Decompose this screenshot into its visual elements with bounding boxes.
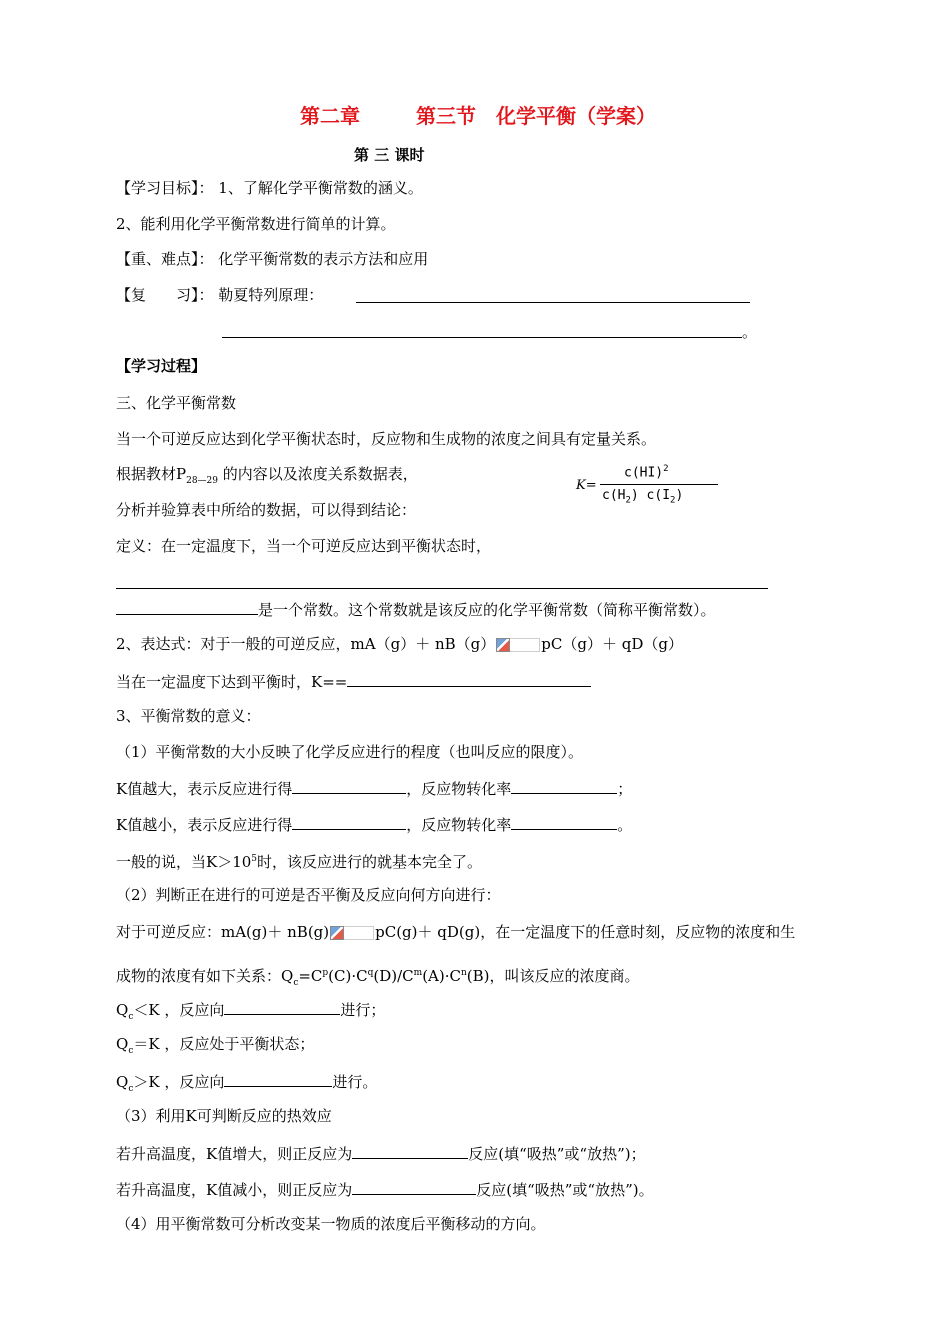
- intro-text: 当一个可逆反应达到化学平衡状态时，反应物和生成物的浓度之间具有定量关系。: [116, 430, 657, 448]
- k-small-blank-2[interactable]: [511, 813, 617, 830]
- k-small-end: 。: [617, 816, 633, 834]
- heat1-blank[interactable]: [352, 1142, 468, 1159]
- document-title: [300, 100, 656, 129]
- qc-mid2: (D)/C: [373, 967, 414, 985]
- q-sub-1: c: [128, 1012, 134, 1022]
- textbook-pages: 28—29: [186, 476, 218, 486]
- review-text: 勒夏特列原理：: [218, 286, 324, 304]
- den-part-c: ): [675, 488, 684, 503]
- concentration-quotient-line: [116, 963, 640, 993]
- keypoints-line: [116, 249, 428, 269]
- k-large-end: ；: [617, 780, 633, 798]
- fraction-bar: [600, 484, 718, 485]
- broken-image-icon-2: [330, 926, 344, 940]
- formula-k: K=: [576, 478, 597, 493]
- heat2-text-a: 若升高温度，K值减小，则正反应为: [116, 1181, 353, 1199]
- qc-mid3: (A)·C: [422, 967, 461, 985]
- k-expression-line: [116, 670, 591, 692]
- review-label: 【复 习】：: [116, 286, 214, 304]
- qc-equal-text: ＝K ，反应处于平衡状态；: [133, 1035, 315, 1053]
- qc-greater-blank[interactable]: [224, 1070, 332, 1087]
- q-sub-3: c: [128, 1084, 134, 1094]
- textbook-line: [116, 464, 418, 491]
- k-small-text-b: ，反应物转化率: [406, 816, 512, 834]
- review-blank-2[interactable]: [222, 337, 742, 338]
- q-sub-2: c: [128, 1046, 134, 1056]
- lesson-subtitle: 第 三 课时: [354, 146, 425, 164]
- definition-end: 是一个常数。这个常数就是该反应的化学平衡常数（简称平衡常数）。: [258, 601, 716, 619]
- k-expression-blank[interactable]: [347, 670, 591, 687]
- objective-1: 1、了解化学平衡常数的涵义。: [213, 179, 423, 197]
- reversible-arrow-icon: [496, 638, 540, 652]
- k-large-line: [116, 777, 632, 799]
- reaction-right: pC(g)＋ qD(g)，在一定温度下的任意时刻，反应物的浓度和生: [375, 923, 796, 941]
- title-chapter: 第二章: [300, 104, 360, 128]
- qc-text: 成物的浓度有如下关系：Q: [116, 967, 294, 985]
- formula-denominator: [602, 488, 683, 506]
- qc-sub: c: [293, 978, 299, 988]
- definition-blank-2[interactable]: [116, 598, 258, 615]
- q-letter-2: Q: [116, 1035, 129, 1053]
- reversible-reaction-line: [116, 922, 795, 942]
- qc-eq: =C: [298, 967, 323, 985]
- qc-less-line: [116, 998, 385, 1027]
- k-small-line: [116, 813, 632, 835]
- k-line-text: 当在一定温度下达到平衡时，K==: [116, 673, 348, 691]
- numerator-exponent: 2: [663, 464, 669, 474]
- reversible-arrow-icon-2: [330, 926, 374, 940]
- den-sub-2: 2: [670, 495, 676, 506]
- numerator-text: c(HI): [624, 465, 664, 481]
- broken-image-icon: [496, 638, 510, 652]
- heat1-text-a: 若升高温度，K值增大，则正反应为: [116, 1145, 353, 1163]
- definition-line-2: [116, 598, 716, 620]
- heat2-text-b: 反应(填“吸热”或“放热”)。: [476, 1181, 654, 1199]
- objectives-label: 【学习目标】：: [116, 179, 214, 197]
- qc-m: m: [413, 968, 423, 978]
- k-small-text-a: K值越小，表示反应进行得: [116, 816, 293, 834]
- meaning-point-3: （3）利用K可判断反应的热效应: [116, 1107, 332, 1125]
- qc-p: p: [322, 968, 329, 978]
- heat-effect-line-2: [116, 1178, 654, 1200]
- k-small-blank-1[interactable]: [292, 813, 406, 830]
- qc-q: q: [367, 968, 374, 978]
- review-blank-1[interactable]: [356, 302, 750, 303]
- definition-blank-1[interactable]: [116, 588, 768, 589]
- completion-exponent: 5: [251, 854, 258, 864]
- title-section: 第三节: [416, 104, 476, 128]
- qc-mid1: (C)·C: [328, 967, 368, 985]
- heat-effect-line-1: [116, 1142, 646, 1164]
- den-sub-1: 2: [625, 495, 631, 506]
- den-part-a: c(H: [602, 488, 626, 503]
- reaction-left: 对于可逆反应：mA(g)＋ nB(g): [116, 923, 330, 941]
- completion-text-b: 时，该反应进行的就基本完全了。: [257, 853, 483, 871]
- qc-less-blank[interactable]: [224, 998, 340, 1015]
- formula-numerator: [624, 464, 669, 480]
- qc-n: n: [460, 968, 467, 978]
- k-large-text-a: K值越大，表示反应进行得: [116, 780, 293, 798]
- k-large-blank-2[interactable]: [511, 777, 617, 794]
- objectives-line: [116, 178, 423, 198]
- title-topic: 化学平衡（学案）: [496, 104, 656, 128]
- qc-greater-end: 进行。: [332, 1073, 378, 1091]
- den-part-b: ) c(I: [630, 488, 671, 503]
- textbook-text-a: 根据教材P: [116, 465, 187, 483]
- expression-left: 2、表达式：对于一般的可逆反应，mA（g）＋ nB（g）: [116, 635, 496, 653]
- review-line: [116, 285, 323, 305]
- keypoints-text: 化学平衡常数的表示方法和应用: [218, 250, 429, 268]
- qc-greater-text: ＞K ，反应向: [133, 1073, 225, 1091]
- analyze-text: 分析并验算表中所给的数据，可以得到结论：: [116, 501, 417, 519]
- meaning-point-4: （4）用平衡常数可分析改变某一物质的浓度后平衡移动的方向。: [116, 1215, 546, 1233]
- completion-line: [116, 849, 482, 872]
- heat1-text-b: 反应(填“吸热”或“放热”)；: [468, 1145, 646, 1163]
- k-large-text-b: ，反应物转化率: [406, 780, 512, 798]
- keypoints-label: 【重、难点】：: [116, 250, 214, 268]
- definition-text: 定义：在一定温度下，当一个可逆反应达到平衡状态时，: [116, 537, 492, 555]
- heat2-blank[interactable]: [352, 1178, 476, 1195]
- objective-2: 2、能利用化学平衡常数进行简单的计算。: [116, 215, 396, 233]
- textbook-text-b: 的内容以及浓度关系数据表，: [218, 465, 418, 483]
- qc-less-end: 进行；: [340, 1001, 386, 1019]
- meaning-point-2: （2）判断正在进行的可逆是否平衡及反应向何方向进行：: [116, 886, 501, 904]
- k-large-blank-1[interactable]: [292, 777, 406, 794]
- process-label: 【学习过程】: [116, 357, 207, 375]
- expression-right: pC（g）＋ qD（g）: [541, 635, 683, 653]
- qc-end: (B)，叫该反应的浓度商。: [466, 967, 640, 985]
- qc-greater-line: [116, 1070, 377, 1099]
- q-letter-1: Q: [116, 1001, 129, 1019]
- review-end: 。: [742, 323, 758, 341]
- expression-line: [116, 634, 683, 654]
- completion-text-a: 一般的说，当K＞10: [116, 853, 252, 871]
- qc-equal-line: [116, 1034, 314, 1061]
- q-letter-3: Q: [116, 1073, 129, 1091]
- meaning-point-1: （1）平衡常数的大小反映了化学反应进行的程度（也叫反应的限度）。: [116, 743, 584, 761]
- section-heading: 三、化学平衡常数: [116, 394, 237, 412]
- meaning-heading: 3、平衡常数的意义：: [116, 707, 261, 725]
- qc-less-text: ＜K ，反应向: [133, 1001, 225, 1019]
